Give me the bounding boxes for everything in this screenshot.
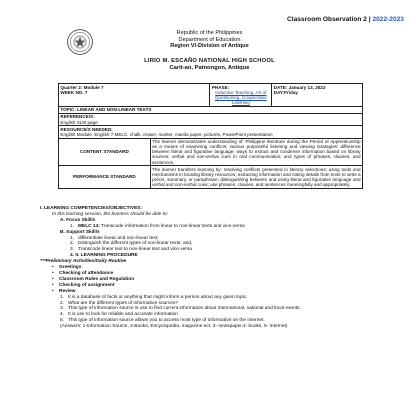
list-item: 5. This type of information source allows you to access most type of information on the internet. [60,318,265,324]
letterhead [0,30,419,50]
performance-standard-text: The learner transfers learning by: resolving conflicts presented in literary selections; using tools and mechanisms in locating library resources; extracting information and noting details from texts to write a précis, summary, or paraphrase; distinguishing between and using literal and figurative language and verbal and non-verbal cues; use phrases, clauses, and sentences meaningfully and appropriately. [152,166,361,188]
melc-code: MELC 14: [78,223,100,229]
reference-cell [59,113,363,125]
quarter-cell [59,84,210,107]
reference-label: REFERENCE/S: [60,114,95,120]
observation-separator: | [368,16,371,23]
intro-text: In this learning session, the learners should be able to: [52,211,168,217]
list-item: 2. What are the different types of information sources? [60,300,179,306]
list-item: • Classroom Rules and Regulation [52,276,135,282]
procedure-heading: 4. II. LEARNING PROCEDURE [70,253,138,259]
melc-number: 1. [70,223,75,229]
content-standard-label: CONTENT STANDARD [59,138,151,166]
table-row [59,138,363,166]
focus-heading: A. Focus Skill/s [60,217,96,223]
observation-header [287,16,404,23]
topic-cell: TOPIC: LINEAR AND NON-LINEAR TEXTS [59,106,363,113]
list-item: • Checking of attendance [52,270,114,276]
list-item: • Checking of assignment [52,282,115,288]
list-item: 4. It is use to look for reliable and accurate information [60,312,178,318]
date-cell [272,84,363,107]
list-item: 3. This type of information source is use to find current information about international, national and local events. [60,306,301,312]
resources-label: RESOURCE/S NEEDED: [60,126,113,132]
lesson-plan-table [58,83,363,189]
content-standard-text: The learner demonstrates understanding of: Philippine literature during the Period of Apprenticeship as a means of examining conflicts; various purposeful listening and viewing strategies; difference between literal and figurative language; ways to extract and condense information based on library sources; verbal and non-verbal cues in oral communication; and types of phrases, clauses, and sentences. [152,139,361,165]
republic-line: Republic of the Philippines [176,30,243,36]
phase-label: PHASE: [211,84,230,90]
performance-standard-label: PERFORMANCE STANDARD [59,166,151,189]
phase-value: Inductive Teaching, Art of Questioning, Cooperative Learning [214,89,267,105]
support-heading: B. Support Skill/s [60,229,100,235]
table-row [59,106,363,113]
table-row [59,113,363,125]
list-item: 1. It is a database of facts or anything that might inform a person about any given topic. [60,294,248,300]
list-item: 2. Distinguish the different types of non-linear texts; and, [70,241,193,247]
preliminary-heading: ***Preliminary Activities/Daily Routine [40,259,127,265]
reference-value: English SLM page [60,119,98,125]
department-line: Department of Education [178,36,241,43]
list-item: 3. Transcode linear text to non-linear text and vice versa [70,247,192,253]
table-row [59,166,363,189]
table-row [59,84,363,107]
day-label: DAY:Friday [273,89,298,95]
school-block [0,58,419,72]
phase-cell [210,84,272,107]
resources-value: English Module, English 7 MELC, chalk, eraser, marker, manila paper, pictures, PowerPoint presentation [60,131,273,137]
answers-text: (Answers: 1-Information Source, 2-Books, Encyclopedia, magazine ect. 3- newspaper,4- books, 5- Internet) [60,324,288,330]
list-item: • Greetings [52,265,82,271]
melc-text: Transcode information from linear to non-linear texts and vice-versa [99,223,245,229]
school-address: Carit-an, Patnongon, Antique [169,64,250,71]
resources-cell [59,126,363,138]
table-row [59,126,363,138]
week-label: WEEK NO. 7 [60,89,88,95]
list-item: • Review [52,288,76,294]
school-year: 2022-2023 [372,16,404,23]
competencies-heading: I. LEARNING COMPETENCIES/OBJECTIVES: [40,206,143,211]
observation-label: Classroom Observation 2 [287,16,367,23]
list-item: 1. differentiate linear and non-linear text; [70,235,159,241]
lesson-body [40,206,374,330]
date-label: DATE: January 13, 2023 [273,84,326,90]
quarter-label: Quarter 2: Module 7 [60,84,104,90]
region-line: Region VI-Division of Antique [170,43,249,50]
school-name: LIRIO M. ESCAÑO NATIONAL HIGH SCHOOL [144,58,275,64]
